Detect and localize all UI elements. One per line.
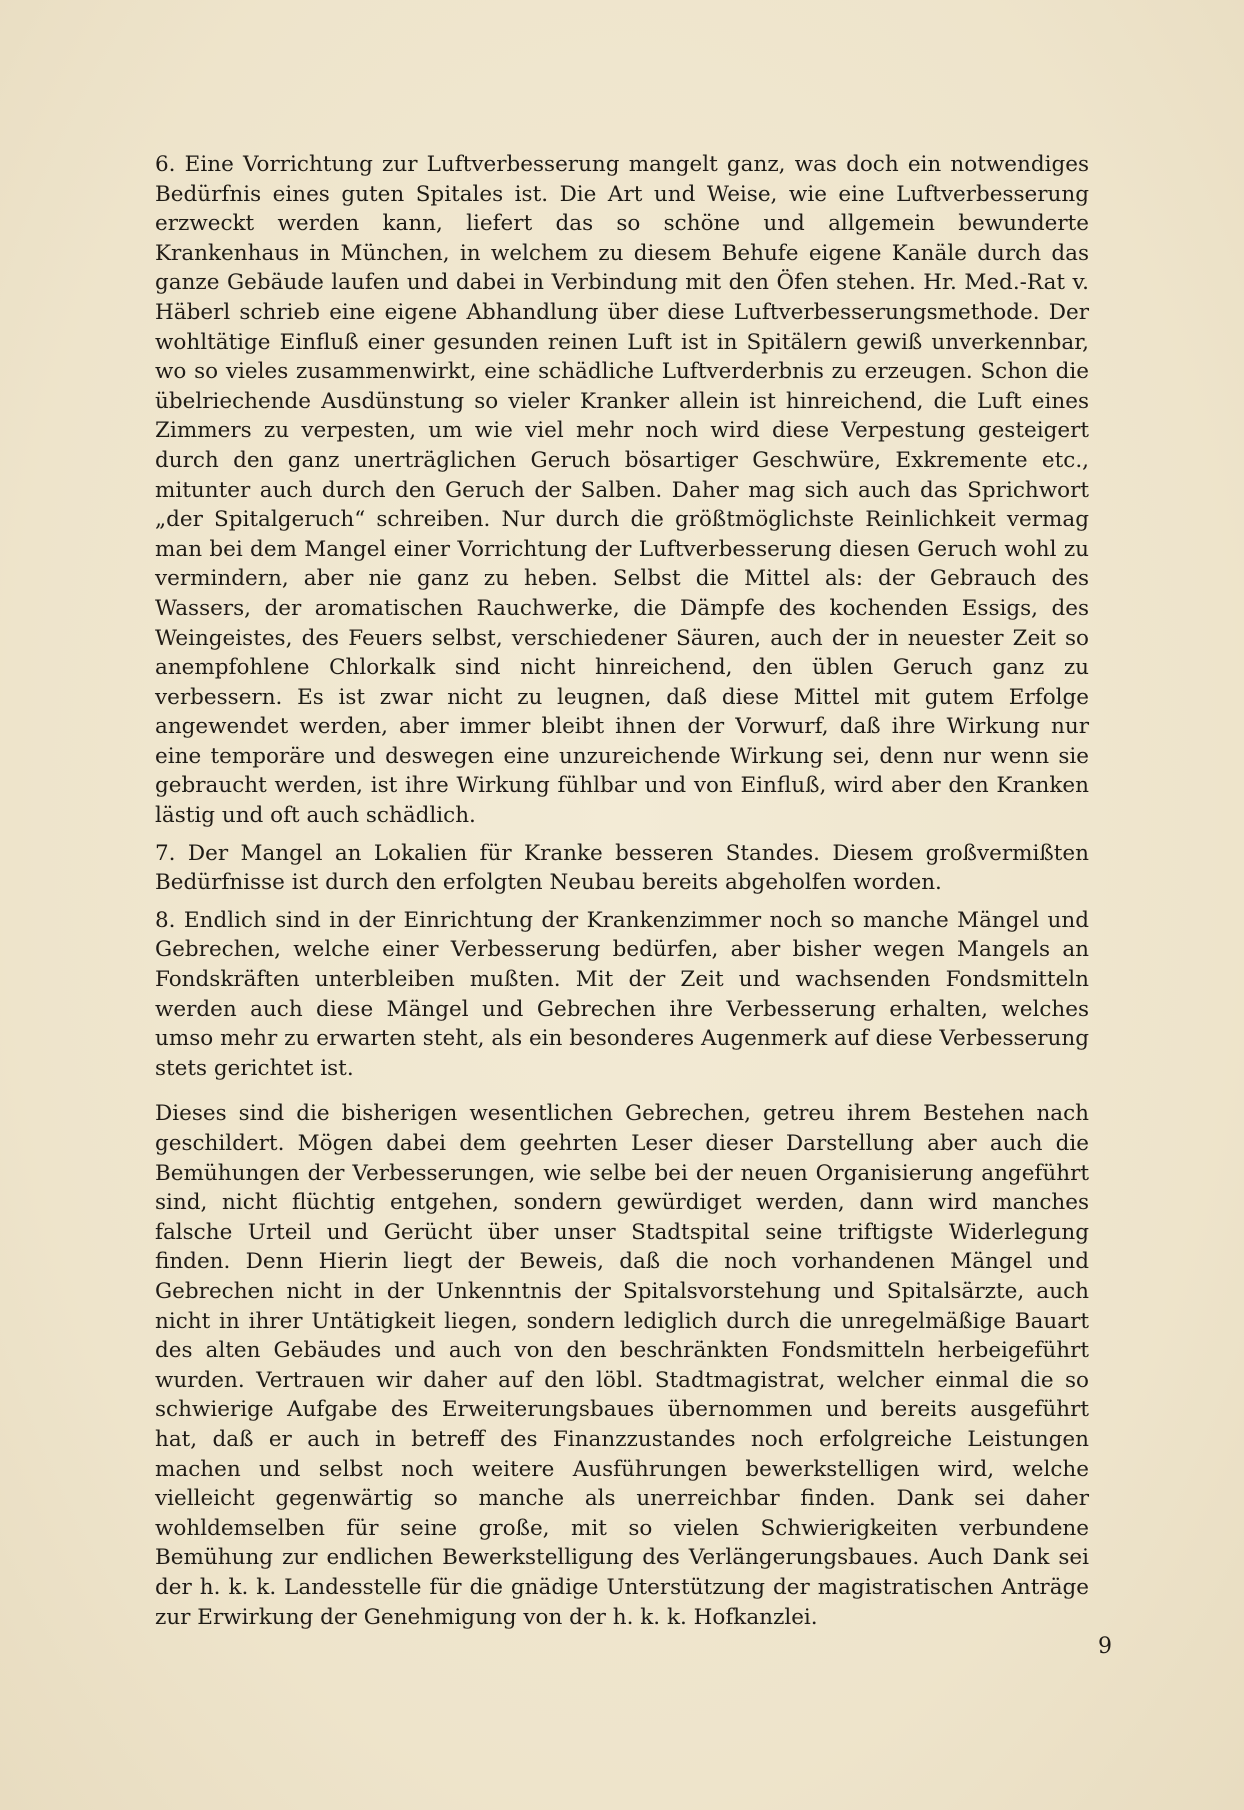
paragraph-item-6: 6. Eine Vorrichtung zur Luftverbesserung mangelt ganz, was doch ein notwendiges Bedürfnis eines guten Spitales ist. Die Art und Weise, wie eine Luftverbesserung erzweckt werden kann, liefert das so schöne und allgemein bewunderte Krankenhaus in München, in welchem zu diesem Behufe eigene Kanäle durch das ganze Gebäude laufen und dabei in Verbindung mit den Öfen stehen. Hr. Med.-Rat v. Häberl schrieb eine eigene Abhandlung über diese Luftverbesserungsmethode. Der wohltätige Einfluß einer gesunden reinen Luft ist in Spitälern gewiß unverkennbar, wo so vieles zusammenwirkt, eine schädliche Luftverderbnis zu erzeugen. Schon die übelriechende Ausdünstung so vieler Kranker allein ist hinreichend, die Luft eines Zimmers zu verpesten, um wie viel mehr noch wird diese Verpestung gesteigert durch den ganz unerträglichen Geruch bösartiger Geschwüre, Exkremente etc., mitunter auch durch den Geruch der Salben. Daher mag sich auch das Sprichwort „der Spitalgeruch“ schreiben. Nur durch die größtmöglichste Reinlichkeit vermag man bei dem Mangel einer Vorrichtung der Luftverbesserung diesen Geruch wohl zu vermindern, aber nie ganz zu heben. Selbst die Mittel als: der Gebrauch des Wassers, der aromatischen Rauchwerke, die Dämpfe des kochenden Essigs, des Weingeistes, des Feuers selbst, verschiedener Säuren, auch der in neuester Zeit so anempfohlene Chlorkalk sind nicht hinreichend, den üblen Geruch ganz zu verbessern. Es ist zwar nicht zu leugnen, daß diese Mittel mit gutem Erfolge angewendet werden, aber immer bleibt ihnen der Vorwurf, daß ihre Wirkung nur eine temporäre und deswegen eine unzureichende Wirkung sei, denn nur wenn sie gebraucht werden, ist ihre Wirkung fühlbar und von Einfluß, wird aber den Kranken lästig und oft auch schädlich. bbox=[155, 152, 1089, 829]
page-number: 9 bbox=[1098, 1634, 1112, 1659]
body-text bbox=[155, 150, 1089, 1640]
paragraph-item-7: 7. Der Mangel an Lokalien für Kranke besseren Standes. Diesem großvermißten Bedürfnisse ist durch den erfolgten Neubau bereits abgeholfen worden. bbox=[155, 840, 1089, 896]
paragraph-item-8: 8. Endlich sind in der Einrichtung der Krankenzimmer noch so manche Mängel und Gebrechen, welche einer Verbesserung bedürfen, aber bisher wegen Mangels an Fondskräften unterbleiben mußten. Mit der Zeit und wachsenden Fondsmitteln werden auch diese Mängel und Gebrechen ihre Verbesserung erhalten, welches umso mehr zu erwarten steht, als ein besonderes Augenmerk auf diese Verbesserung stets gerichtet ist. bbox=[155, 907, 1089, 1081]
closing-paragraph: Dieses sind die bisherigen wesentlichen Gebrechen, getreu ihrem Bestehen nach geschildert. Mögen dabei dem geehrten Leser dieser Darstellung aber auch die Bemühungen der Verbesserungen, wie selbe bei der neuen Organisierung angeführt sind, nicht flüchtig entgehen, sondern gewürdiget werden, dann wird manches falsche Urteil und Gerücht über unser Stadtspital seine triftigste Widerlegung finden. Denn Hierin liegt der Beweis, daß die noch vorhandenen Mängel und Gebrechen nicht in der Unkenntnis der Spitalsvorstehung und Spitalsärzte, auch nicht in ihrer Untätigkeit liegen, sondern lediglich durch die unregelmäßige Bauart des alten Gebäudes und auch von den beschränkten Fondsmitteln herbeigeführt wurden. Vertrauen wir daher auf den löbl. Stadtmagistrat, welcher einmal die so schwierige Aufgabe des Erweiterungsbaues übernommen und bereits ausgeführt hat, daß er auch in betreff des Finanzzustandes noch erfolgreiche Leistungen machen und selbst noch weitere Ausführungen bewerkstelligen wird, welche vielleicht gegenwärtig so manche als unerreichbar finden. Dank sei daher wohldemselben für seine große, mit so vielen Schwierigkeiten verbundene Bemühung zur endlichen Bewerkstelligung des Verlängerungsbaues. Auch Dank sei der h. k. k. Landesstelle für die gnädige Unterstützung der magistratischen Anträge zur Erwirkung der Genehmigung von der h. k. k. Hofkanzlei. bbox=[155, 1101, 1089, 1630]
